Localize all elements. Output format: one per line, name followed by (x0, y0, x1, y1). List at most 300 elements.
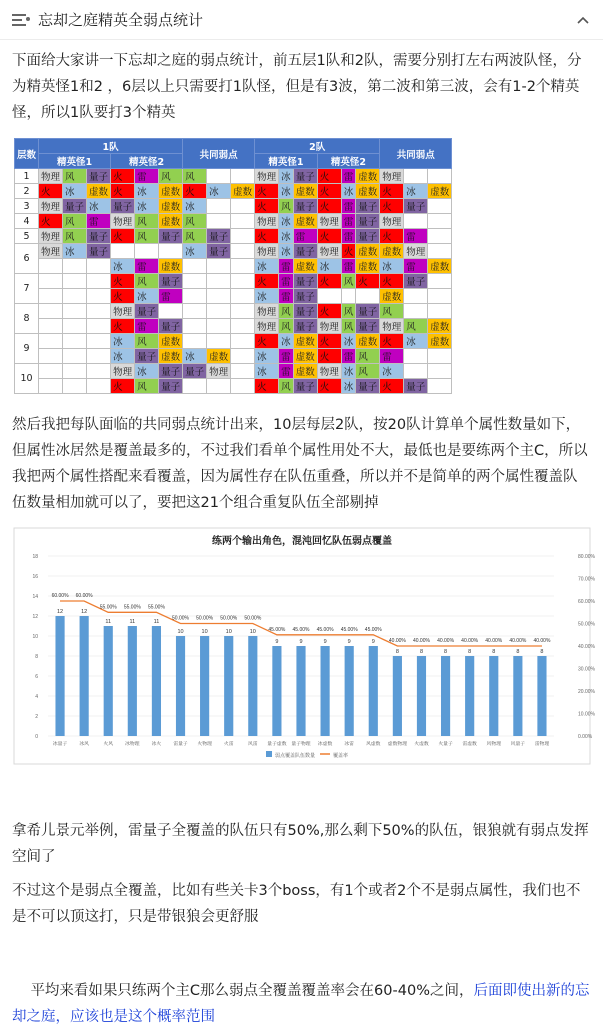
pct-label: 40.00% (437, 638, 455, 644)
pct-label: 40.00% (533, 638, 551, 644)
weakness-cell: 风 (356, 364, 380, 379)
pct-label: 55.00% (123, 604, 141, 611)
y-tick-label: 2 (35, 714, 38, 720)
weakness-cell: 冰 (279, 214, 294, 229)
weakness-cell: 物理 (317, 319, 341, 334)
weakness-cell: 火 (341, 244, 356, 259)
weakness-cell: 量子 (293, 304, 317, 319)
bar (513, 656, 522, 736)
weakness-cell (39, 334, 63, 349)
weakness-cell (87, 319, 111, 334)
weakness-cell (207, 259, 231, 274)
weakness-cell: 虚数 (231, 184, 255, 199)
bar-value-label: 11 (153, 619, 160, 625)
x-tick-label: 火量子 (438, 742, 453, 747)
weakness-cell: 雷 (341, 259, 356, 274)
x-tick-label: 雷物理 (534, 742, 550, 747)
weakness-cell: 火 (317, 304, 341, 319)
y2-tick-label: 70.00% (578, 576, 595, 583)
weakness-cell: 风 (279, 304, 294, 319)
chevron-up-icon[interactable] (575, 12, 591, 28)
bar (321, 646, 330, 736)
y2-tick-label: 50.00% (578, 621, 595, 628)
weakness-cell (231, 289, 255, 304)
weakness-cell: 风 (341, 304, 356, 319)
bar-value-label: 8 (419, 649, 424, 655)
table-row (15, 169, 452, 184)
pct-label: 50.00% (196, 615, 214, 622)
weakness-cell: 火 (380, 334, 404, 349)
weakness-cell (207, 199, 231, 214)
bar-value-label: 11 (105, 619, 112, 625)
table-row (15, 304, 452, 319)
weakness-cell: 风 (135, 229, 159, 244)
weakness-cell: 量子 (87, 169, 111, 184)
weakness-cell (231, 214, 255, 229)
table-row (15, 199, 452, 214)
weakness-cell (404, 304, 428, 319)
weakness-cell: 冰 (183, 349, 207, 364)
coverage-chart (14, 528, 595, 764)
weakness-cell: 火 (380, 229, 404, 244)
table-row (15, 214, 452, 229)
article-header (0, 0, 603, 40)
weakness-cell: 物理 (255, 214, 279, 229)
chart-legend (266, 751, 348, 759)
weakness-cell: 物理 (380, 214, 404, 229)
weakness-cell: 火 (111, 184, 135, 199)
y2-tick-label: 30.00% (578, 666, 595, 673)
pct-label: 55.00% (99, 604, 117, 611)
weakness-cell: 物理 (111, 214, 135, 229)
y-tick-label: 18 (32, 554, 38, 560)
weakness-cell: 火 (111, 379, 135, 394)
pct-label: 60.00% (51, 593, 69, 599)
x-tick-label: 量子物理 (291, 742, 311, 747)
conclusion-paragraph (0, 978, 603, 1030)
weakness-cell (428, 229, 452, 244)
weakness-cell: 虚数 (356, 334, 380, 349)
y2-tick-label: 0.00% (578, 734, 593, 740)
weakness-cell (63, 259, 87, 274)
pct-label: 45.00% (316, 626, 334, 633)
weakness-cell: 火 (356, 274, 380, 289)
t2-elite2-header: 精英怪2 (317, 154, 380, 169)
bar-value-label: 9 (275, 639, 279, 645)
level-cell: 10 (15, 364, 39, 394)
weakness-cell: 冰 (255, 364, 279, 379)
weakness-cell: 风 (183, 214, 207, 229)
level-cell: 8 (15, 304, 39, 334)
weakness-cell: 量子 (207, 244, 231, 259)
weakness-cell (231, 229, 255, 244)
x-tick-label: 风量子 (510, 742, 526, 747)
table-row (15, 274, 452, 289)
pct-label: 50.00% (220, 615, 238, 622)
weakness-cell: 虚数 (159, 349, 183, 364)
weakness-cell (39, 304, 63, 319)
weakness-cell: 火 (255, 334, 279, 349)
weakness-cell: 冰 (279, 184, 294, 199)
team1-common-header: 共同弱点 (183, 139, 255, 169)
bar (152, 626, 161, 736)
bar-value-label: 8 (468, 649, 472, 655)
weakness-cell: 量子 (356, 379, 380, 394)
analysis-paragraph: 然后我把每队面临的共同弱点统计出来，10层每层2队，按20队计算单个属性数量如下，但属性冰居然是覆盖最多的，不过我们看单个属性用处不大，最低也是要练两个主C，所以我把两个属性搭配来看覆盖，因为属性存在队伍重叠，所以并不是简单的两个属性覆盖队伍数量相加就可以了，要把这21个组合重复队伍全部剔掉 (12, 417, 588, 511)
bar-value-label: 10 (177, 629, 184, 635)
weakness-cell (428, 214, 452, 229)
weakness-cell: 雷 (279, 289, 294, 304)
weakness-cell: 量子 (404, 274, 428, 289)
t1-elite1-header: 精英怪1 (39, 154, 111, 169)
weakness-table-image (14, 138, 590, 393)
bar (345, 646, 354, 736)
weakness-cell: 虚数 (159, 184, 183, 199)
level-cell: 7 (15, 274, 39, 304)
weakness-cell: 风 (63, 229, 87, 244)
y-tick-label: 12 (32, 614, 38, 620)
table-row (15, 289, 452, 304)
weakness-cell (63, 319, 87, 334)
bar (224, 636, 233, 736)
weakness-cell (63, 289, 87, 304)
bar (489, 656, 498, 736)
bar-value-label: 8 (540, 649, 544, 655)
weakness-cell: 火 (111, 169, 135, 184)
weakness-cell: 虚数 (293, 334, 317, 349)
weakness-cell: 物理 (39, 169, 63, 184)
weakness-cell (404, 289, 428, 304)
bar-value-label: 8 (444, 649, 448, 655)
weakness-cell: 雷 (279, 364, 294, 379)
weakness-cell: 雷 (279, 274, 294, 289)
weakness-cell: 雷 (341, 199, 356, 214)
weakness-cell (231, 319, 255, 334)
weakness-cell (207, 274, 231, 289)
pct-label: 40.00% (485, 638, 503, 644)
weakness-cell: 冰 (404, 184, 428, 199)
y-tick-label: 6 (35, 674, 38, 680)
weakness-cell: 量子 (87, 229, 111, 244)
example-paragraph: 拿希儿景元举例，雷量子全覆盖的队伍只有50%,那么剩下50%的队伍，银狼就有弱点发挥空间了 (12, 823, 589, 865)
weakness-cell: 火 (317, 334, 341, 349)
weakness-cell: 物理 (111, 364, 135, 379)
weakness-cell: 冰 (111, 259, 135, 274)
weakness-cell: 火 (317, 229, 341, 244)
weakness-cell: 量子 (293, 199, 317, 214)
weakness-cell: 火 (255, 229, 279, 244)
weakness-table (14, 138, 452, 394)
weakness-cell: 冰 (341, 184, 356, 199)
bar-value-label: 10 (201, 629, 208, 635)
level-cell: 4 (15, 214, 39, 229)
weakness-cell (183, 259, 207, 274)
weakness-cell: 火 (255, 379, 279, 394)
weakness-cell (428, 199, 452, 214)
weakness-cell: 虚数 (293, 349, 317, 364)
weakness-cell: 风 (159, 169, 183, 184)
bar-value-label: 8 (395, 649, 399, 655)
table-row (15, 259, 452, 274)
weakness-cell: 冰 (279, 334, 294, 349)
weakness-cell: 火 (380, 379, 404, 394)
weakness-cell: 雷 (404, 259, 428, 274)
bar-value-label: 9 (299, 639, 303, 645)
bar-value-label: 9 (371, 639, 375, 645)
y-tick-label: 8 (35, 654, 38, 660)
weakness-cell (207, 289, 231, 304)
y2-tick-label: 10.00% (578, 711, 595, 718)
weakness-cell (39, 289, 63, 304)
weakness-cell: 物理 (380, 169, 404, 184)
bar (272, 646, 281, 736)
bar-value-label: 11 (129, 619, 136, 625)
bar (176, 636, 185, 736)
weakness-cell: 量子 (293, 379, 317, 394)
weakness-cell: 火 (39, 184, 63, 199)
weakness-cell: 冰 (404, 334, 428, 349)
level-header: 层数 (15, 139, 39, 169)
level-cell: 1 (15, 169, 39, 184)
weakness-cell (231, 259, 255, 274)
weakness-cell: 冰 (135, 364, 159, 379)
weakness-cell: 物理 (39, 229, 63, 244)
weakness-cell: 量子 (159, 319, 183, 334)
bar-value-label: 10 (225, 629, 232, 635)
weakness-cell: 量子 (293, 274, 317, 289)
table-row (15, 319, 452, 334)
weakness-cell: 雷 (87, 214, 111, 229)
pct-label: 40.00% (509, 638, 527, 644)
x-tick-label: 量子虚数 (267, 742, 287, 747)
level-cell: 6 (15, 244, 39, 274)
bar-value-label: 12 (81, 609, 88, 615)
x-tick-label: 冰风 (79, 742, 89, 747)
pct-label: 45.00% (268, 626, 286, 633)
weakness-cell: 火 (255, 199, 279, 214)
weakness-cell: 火 (111, 319, 135, 334)
weakness-cell: 风 (135, 379, 159, 394)
weakness-cell: 雷 (341, 349, 356, 364)
weakness-cell (404, 214, 428, 229)
weakness-cell (87, 289, 111, 304)
weakness-cell: 火 (111, 229, 135, 244)
weakness-cell: 冰 (317, 259, 341, 274)
pct-label: 40.00% (461, 638, 479, 644)
weakness-cell: 量子 (159, 364, 183, 379)
weakness-cell: 物理 (317, 214, 341, 229)
pct-label: 40.00% (388, 638, 406, 644)
weakness-cell (63, 274, 87, 289)
weakness-cell (63, 304, 87, 319)
pct-label: 55.00% (147, 604, 165, 611)
weakness-cell: 冰 (183, 244, 207, 259)
pct-label: 50.00% (244, 615, 262, 622)
weakness-cell: 量子 (135, 304, 159, 319)
pct-label: 50.00% (172, 615, 190, 622)
weakness-cell: 虚数 (428, 334, 452, 349)
note-paragraph: 不过这个是弱点全覆盖，比如有些关卡3个boss，有1个或者2个不是弱点属性，我们也不是不可以顶这打，只是带银狼会更舒服 (12, 883, 581, 925)
weakness-cell: 冰 (380, 364, 404, 379)
x-tick-label: 火虚数 (414, 742, 429, 747)
y-tick-label: 14 (32, 594, 38, 600)
level-cell: 5 (15, 229, 39, 244)
weakness-cell: 火 (255, 274, 279, 289)
weakness-cell: 虚数 (87, 184, 111, 199)
weakness-cell: 冰 (111, 349, 135, 364)
t2-elite1-header: 精英怪1 (255, 154, 318, 169)
weakness-cell: 冰 (135, 199, 159, 214)
weakness-cell: 虚数 (159, 214, 183, 229)
bar (128, 626, 137, 736)
weakness-cell: 冰 (341, 364, 356, 379)
weakness-cell: 虚数 (159, 334, 183, 349)
weakness-cell: 虚数 (356, 259, 380, 274)
x-tick-label: 冰物理 (125, 742, 140, 747)
weakness-cell: 冰 (135, 184, 159, 199)
weakness-cell: 风 (183, 229, 207, 244)
y2-tick-label: 40.00% (578, 644, 595, 650)
weakness-cell: 雷 (341, 169, 356, 184)
legend-bar-label: 弱点覆盖队伍数量 (275, 753, 316, 759)
weakness-cell: 物理 (404, 244, 428, 259)
weakness-cell: 量子 (63, 199, 87, 214)
weakness-cell (428, 304, 452, 319)
weakness-cell (231, 274, 255, 289)
weakness-cell: 物理 (255, 319, 279, 334)
bar (537, 656, 546, 736)
legend-bar-swatch (266, 751, 272, 757)
weakness-cell: 火 (183, 184, 207, 199)
weakness-cell (111, 244, 135, 259)
weakness-cell: 风 (135, 274, 159, 289)
weakness-cell: 雷 (341, 229, 356, 244)
weakness-cell: 物理 (39, 199, 63, 214)
x-tick-label: 冰雷 (344, 742, 354, 747)
weakness-cell (207, 169, 231, 184)
weakness-cell: 虚数 (356, 244, 380, 259)
table-row (15, 184, 452, 199)
bar (80, 616, 89, 736)
page-title: 忘却之庭精英全弱点统计 (38, 11, 204, 29)
weakness-cell: 虚数 (380, 289, 404, 304)
weakness-cell (87, 304, 111, 319)
pct-label: 45.00% (364, 626, 382, 633)
conclusion-text: 平均来看如果只练两个主C那么弱点全覆盖覆盖率会在60-40%之间， (30, 983, 474, 999)
bar-value-label: 9 (323, 639, 327, 645)
weakness-cell: 火 (317, 379, 341, 394)
weakness-cell: 火 (317, 184, 341, 199)
weakness-cell (428, 274, 452, 289)
weakness-cell (231, 304, 255, 319)
weakness-cell: 虚数 (293, 364, 317, 379)
weakness-cell: 虚数 (428, 319, 452, 334)
weakness-cell: 量子 (356, 304, 380, 319)
weakness-cell: 冰 (255, 349, 279, 364)
weakness-cell: 量子 (404, 199, 428, 214)
weakness-cell: 物理 (39, 244, 63, 259)
weakness-cell: 虚数 (428, 259, 452, 274)
bar (393, 656, 402, 736)
x-tick-label: 雷量子 (173, 742, 188, 747)
weakness-cell: 火 (111, 289, 135, 304)
weakness-cell: 冰 (183, 199, 207, 214)
weakness-cell: 火 (39, 214, 63, 229)
weakness-cell: 虚数 (159, 199, 183, 214)
weakness-cell: 风 (356, 349, 380, 364)
weakness-cell: 冰 (87, 199, 111, 214)
weakness-cell: 冰 (380, 259, 404, 274)
weakness-cell (231, 334, 255, 349)
bar (200, 636, 209, 736)
weakness-cell: 量子 (293, 289, 317, 304)
weakness-cell: 风 (135, 334, 159, 349)
weakness-cell: 量子 (87, 244, 111, 259)
weakness-cell: 冰 (279, 244, 294, 259)
weakness-cell: 雷 (380, 349, 404, 364)
team2-header: 2队 (255, 139, 380, 154)
weakness-cell (159, 244, 183, 259)
weakness-cell: 物理 (255, 304, 279, 319)
weakness-cell (231, 169, 255, 184)
bar (248, 636, 257, 736)
level-cell: 2 (15, 184, 39, 199)
x-tick-label: 虚数物理 (387, 742, 407, 747)
weakness-cell: 风 (380, 304, 404, 319)
y2-tick-label: 80.00% (578, 554, 595, 560)
weakness-cell: 虚数 (159, 259, 183, 274)
weakness-cell: 风 (279, 379, 294, 394)
weakness-cell (231, 244, 255, 259)
weakness-cell (183, 274, 207, 289)
weakness-cell: 量子 (356, 319, 380, 334)
weakness-cell: 量子 (293, 319, 317, 334)
weakness-cell: 火 (111, 274, 135, 289)
weakness-cell: 量子 (111, 199, 135, 214)
weakness-cell: 风 (135, 214, 159, 229)
weakness-cell: 雷 (159, 289, 183, 304)
team1-header: 1队 (39, 139, 183, 154)
y2-tick-label: 20.00% (578, 689, 595, 695)
weakness-cell (183, 289, 207, 304)
weakness-cell (207, 319, 231, 334)
weakness-cell: 雷 (404, 229, 428, 244)
bar-value-label: 10 (249, 629, 256, 635)
legend-line-label: 覆盖率 (333, 753, 349, 759)
bar (441, 656, 450, 736)
weakness-cell (39, 319, 63, 334)
weakness-cell: 冰 (279, 169, 294, 184)
weakness-cell: 冰 (279, 229, 294, 244)
weakness-cell: 物理 (255, 169, 279, 184)
x-tick-label: 风虚数 (366, 742, 381, 747)
weakness-cell: 量子 (293, 169, 317, 184)
conclusion-link[interactable]: 后面即使出新的忘却之庭，应该也是这个概率范围 (12, 983, 590, 1025)
weakness-cell: 量子 (293, 244, 317, 259)
collapse-menu-icon (12, 13, 30, 27)
y-tick-label: 16 (32, 574, 38, 580)
weakness-cell: 冰 (255, 259, 279, 274)
weakness-cell (159, 304, 183, 319)
weakness-cell: 量子 (207, 229, 231, 244)
weakness-cell: 雷 (293, 229, 317, 244)
bar (55, 616, 64, 736)
weakness-cell (207, 214, 231, 229)
weakness-cell: 火 (380, 199, 404, 214)
bar (369, 646, 378, 736)
pct-label: 60.00% (75, 593, 93, 599)
weakness-cell: 冰 (135, 289, 159, 304)
